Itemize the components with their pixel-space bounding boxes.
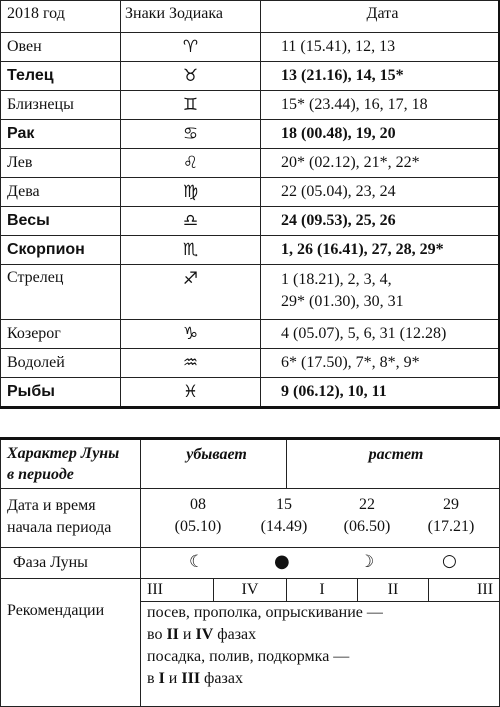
zodiac-date-line: 9 (06.12), 10, 11 (281, 383, 387, 400)
zodiac-dates (261, 236, 500, 265)
zodiac-sign-icon: ♐ (121, 265, 261, 320)
rec2-pre: во (147, 626, 167, 643)
zodiac-date-line: 4 (05.07), 5, 6, 31 (12.28) (281, 325, 447, 342)
period-3-time: (06.50) (343, 518, 391, 535)
zodiac-sign-name: Рыбы (1, 378, 121, 408)
zodiac-date-line: 20* (02.12), 21*, 22* (281, 154, 420, 171)
zodiac-row (1, 349, 500, 378)
zodiac-row (1, 236, 500, 265)
zodiac-sign-name: Дева (1, 178, 121, 207)
period-date-label-line1: Дата и время (7, 497, 96, 514)
moon-character-line1: Характер Луны (7, 445, 120, 462)
zodiac-sign-icon: ♈ (121, 33, 261, 62)
zodiac-sign-icon: ♌ (121, 149, 261, 178)
moon-waxing-crescent-icon: ☽ (359, 552, 375, 572)
zodiac-dates (261, 33, 500, 62)
recommendation-line-2 (147, 624, 499, 646)
zodiac-sign-icon: ♑ (121, 320, 261, 349)
moon-character-row (1, 439, 500, 489)
rec2-phase-a: II (166, 626, 179, 643)
recommendations-label: Рекомендации (1, 602, 141, 707)
zodiac-row (1, 178, 500, 207)
zodiac-date-line: 22 (05.04), 23, 24 (281, 183, 396, 200)
period-date-label-line2: начала периода (7, 519, 112, 536)
moon-phase-table (0, 437, 500, 707)
recommendations-text (141, 602, 500, 707)
recommendations-row (1, 602, 500, 707)
rec2-mid: и (178, 626, 196, 643)
zodiac-sign-icon: ♊ (121, 91, 261, 120)
zodiac-dates (261, 378, 500, 408)
zodiac-row (1, 91, 500, 120)
zodiac-date-line: 6* (17.50), 7*, 8*, 9* (281, 354, 420, 371)
zodiac-sign-icon: ♏ (121, 236, 261, 265)
waning-label: убывает (141, 439, 287, 489)
zodiac-row (1, 120, 500, 149)
zodiac-sign-name: Водолей (1, 349, 121, 378)
zodiac-dates (261, 91, 500, 120)
zodiac-sign-name: Лев (1, 149, 121, 178)
moon-waning-crescent-icon: ☾ (189, 552, 205, 572)
zodiac-date-line: 29* (01.30), 30, 31 (281, 293, 404, 310)
full-moon-icon: ○ (442, 551, 457, 571)
period-date-label (1, 489, 141, 548)
moon-dates-row (1, 489, 500, 548)
zodiac-dates (261, 265, 500, 320)
zodiac-sign-name: Овен (1, 33, 121, 62)
moon-phase-row (1, 548, 500, 579)
moon-phase-symbols (141, 548, 500, 579)
period-4-time: (17.21) (427, 518, 475, 535)
waxing-label: растет (287, 439, 500, 489)
zodiac-dates (261, 149, 500, 178)
zodiac-sign-icon: ♒ (121, 349, 261, 378)
period-2-date: 15 (276, 496, 292, 513)
zodiac-dates (261, 62, 500, 91)
header-year: 2018 год (1, 1, 121, 33)
zodiac-sign-name: Телец (1, 62, 121, 91)
zodiac-sign-name: Скорпион (1, 236, 121, 265)
period-1 (168, 494, 228, 538)
quarter-4: II (358, 579, 429, 602)
zodiac-date-line: 1, 26 (16.41), 27, 28, 29* (281, 241, 444, 258)
zodiac-date-line: 13 (21.16), 14, 15* (281, 67, 404, 84)
period-1-date: 08 (190, 496, 206, 513)
moon-quarter-row (1, 579, 500, 602)
rec4-post: фазах (200, 670, 243, 687)
zodiac-dates (261, 120, 500, 149)
zodiac-row (1, 265, 500, 320)
moon-character-label (1, 439, 141, 489)
recommendation-line-1: посев, прополка, опрыскивание — (147, 604, 383, 621)
rec2-post: фазах (213, 626, 257, 643)
period-3-date: 22 (359, 496, 375, 513)
new-moon-icon: ● (274, 551, 290, 572)
zodiac-sign-icon: ♎ (121, 207, 261, 236)
zodiac-sign-icon: ♓ (121, 378, 261, 408)
recommendation-line-4 (147, 668, 499, 690)
period-3 (337, 494, 397, 538)
quarter-1: III (141, 579, 214, 602)
quarter-3: I (287, 579, 358, 602)
zodiac-date-line: 18 (00.48), 19, 20 (281, 125, 396, 142)
zodiac-sign-name: Весы (1, 207, 121, 236)
zodiac-sign-name: Рак (1, 120, 121, 149)
zodiac-sign-name: Близнецы (1, 91, 121, 120)
zodiac-row (1, 149, 500, 178)
period-2-time: (14.49) (260, 518, 308, 535)
zodiac-row (1, 320, 500, 349)
rec4-phase-a: I (158, 670, 165, 687)
zodiac-date-line: 11 (15.41), 12, 13 (281, 38, 396, 55)
zodiac-dates (261, 207, 500, 236)
zodiac-sign-icon: ♉ (121, 62, 261, 91)
period-dates (141, 489, 500, 548)
zodiac-dates (261, 320, 500, 349)
rec4-pre: в (147, 670, 159, 687)
zodiac-row (1, 378, 500, 408)
zodiac-row (1, 207, 500, 236)
zodiac-row (1, 62, 500, 91)
zodiac-sign-icon: ♋ (121, 120, 261, 149)
zodiac-sign-name: Стрелец (1, 265, 121, 320)
period-1-time: (05.10) (174, 518, 222, 535)
rec4-mid: и (164, 670, 182, 687)
period-4-date: 29 (443, 496, 459, 513)
zodiac-date-line: 15* (23.44), 16, 17, 18 (281, 96, 428, 113)
zodiac-header-row (1, 1, 500, 33)
zodiac-sign-icon: ♍ (121, 178, 261, 207)
quarter-label-blank (1, 579, 141, 602)
zodiac-sign-name: Козерог (1, 320, 121, 349)
zodiac-date-line: 1 (18.21), 2, 3, 4, (281, 271, 392, 288)
header-signs: Знаки Зодиака (121, 1, 261, 33)
zodiac-row (1, 33, 500, 62)
zodiac-dates (261, 349, 500, 378)
quarter-2: IV (214, 579, 287, 602)
rec2-phase-b: IV (195, 626, 214, 643)
header-date: Дата (261, 1, 500, 33)
period-2 (254, 494, 314, 538)
moon-phase-label: Фаза Луны (1, 548, 141, 579)
zodiac-dates (261, 178, 500, 207)
recommendation-line-3: посадка, полив, подкормка — (147, 648, 350, 665)
quarter-5: III (429, 579, 500, 602)
rec4-phase-b: III (181, 670, 201, 687)
moon-character-line2: в периоде (7, 466, 74, 483)
period-4 (421, 494, 481, 538)
zodiac-date-line: 24 (09.53), 25, 26 (281, 212, 396, 229)
